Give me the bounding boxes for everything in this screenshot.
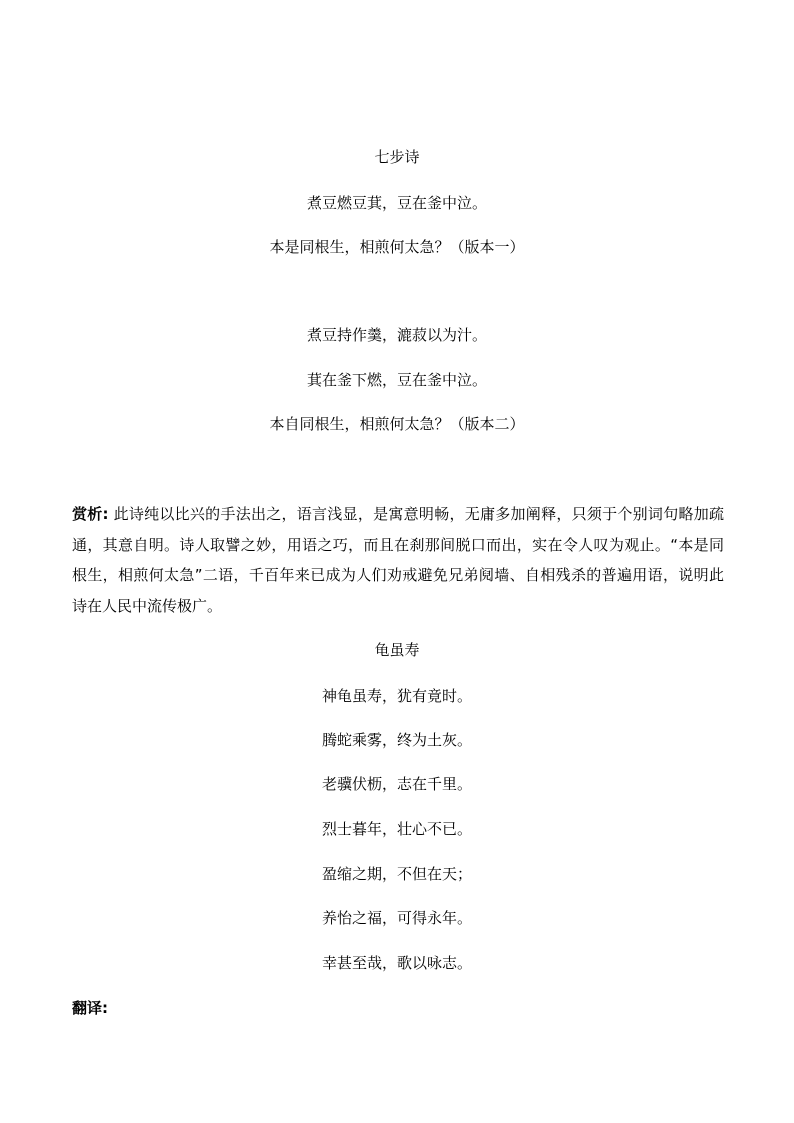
appreciation-text: 此诗纯以比兴的手法出之，语言浅显，是寓意明畅，无庸多加阐释，只须于个别词句略加疏通，其意自明。诗人取譬之妙，用语之巧，而且在刹那间脱口而出，实在令人叹为观止。“本是同根生，相煎何太急”二语，千百年来已成为人们劝戒避免兄弟阋墙、自相残杀的普遍用语，说明此诗在人民中流传极广。 [72,505,725,615]
poem-line: 萁在釜下燃，豆在釜中泣。 [306,371,487,389]
poem-line: 幸甚至哉，歌以咏志。 [321,954,472,972]
poem-line: 神龟虽寿，犹有竟时。 [321,687,472,705]
poem-title: 龟虽寿 [374,641,420,659]
poem-line: 老骥伏枥，志在千里。 [321,775,472,793]
appreciation-label: 赏析: [72,505,109,523]
poem-line: 本自同根生，相煎何太急？（版本二） [269,415,525,433]
appreciation-paragraph [72,499,724,621]
poem-title: 七步诗 [374,148,420,166]
poem-line: 盈缩之期，不但在天； [321,865,472,883]
poem-line: 本是同根生，相煎何太急？（版本一） [269,238,525,256]
translation-heading: 翻译: [72,999,108,1017]
poem-line: 煮豆燃豆萁，豆在釜中泣。 [306,194,487,212]
poem-line: 烈士暮年，壮心不已。 [321,820,472,838]
poem-line: 煮豆持作羹，漉菽以为汁。 [306,326,487,344]
poem-line: 养怡之福，可得永年。 [321,909,472,927]
poem-line: 腾蛇乘雾，终为土灰。 [321,731,472,749]
